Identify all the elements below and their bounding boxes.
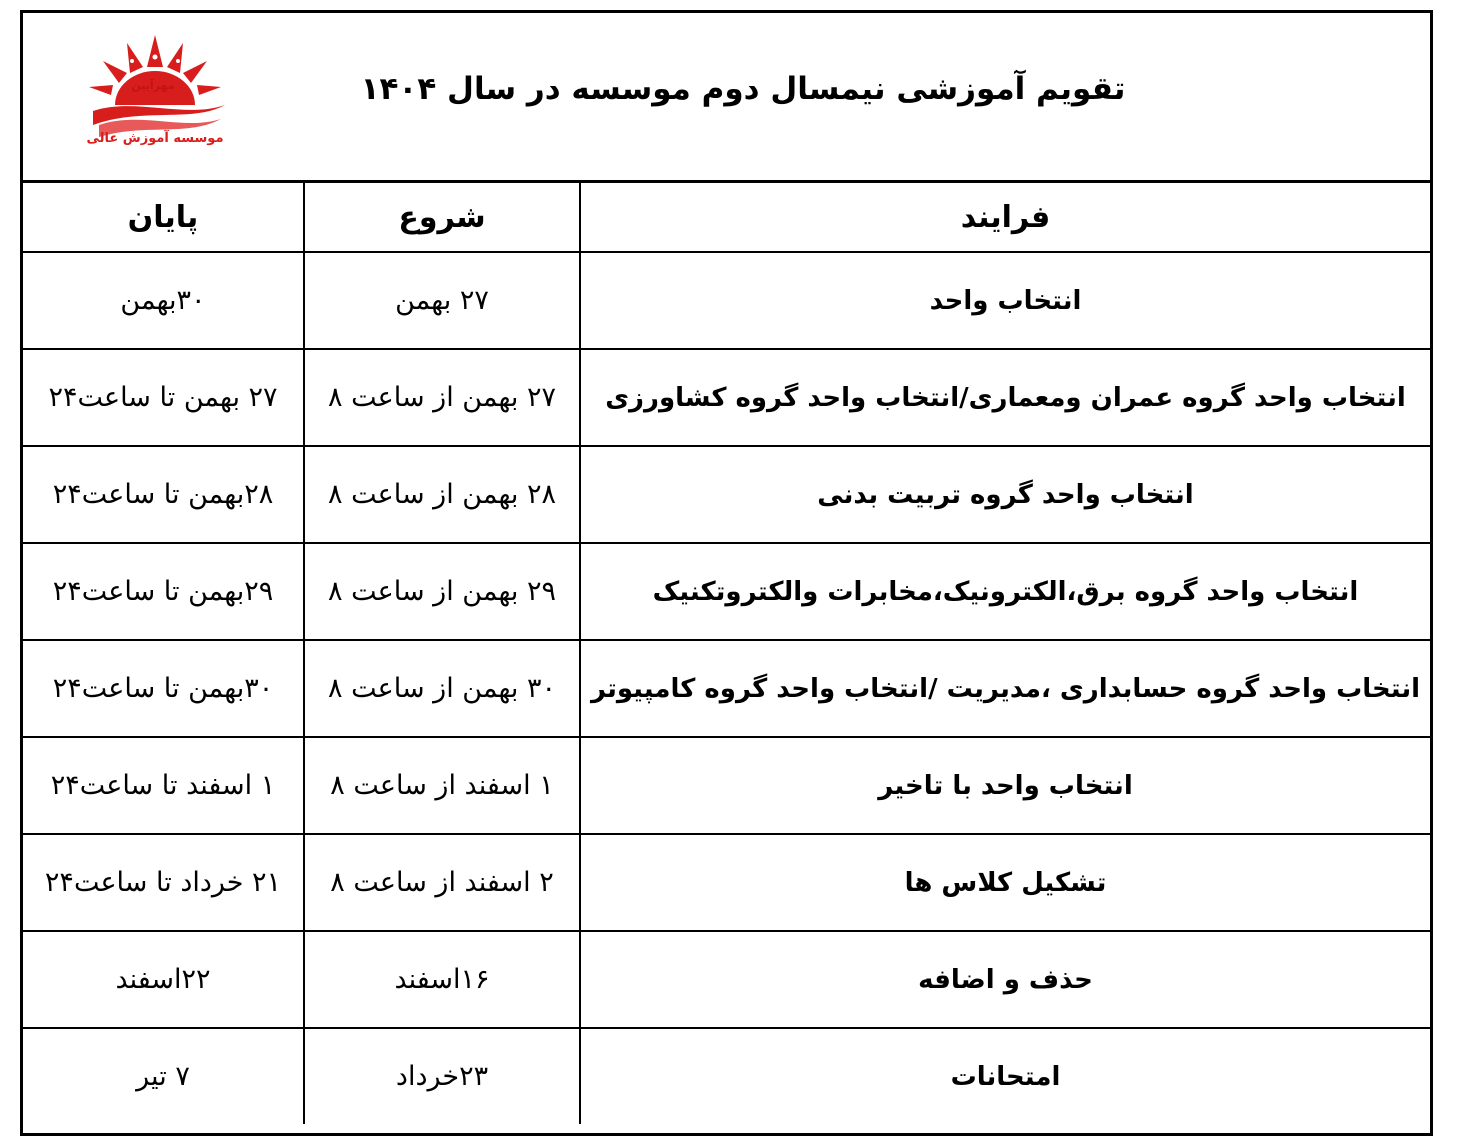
table-row (23, 931, 1430, 1028)
process-cell: انتخاب واحد (580, 252, 1430, 349)
end-cell: ۳۰بهمن (23, 252, 304, 349)
calendar-frame (20, 10, 1433, 1136)
process-cell: انتخاب واحد گروه حسابداری ،مدیریت /انتخاب واحد گروه کامپیوتر (580, 640, 1430, 737)
end-cell: ۷ تیر (23, 1028, 304, 1124)
table-row (23, 737, 1430, 834)
table-row (23, 252, 1430, 349)
calendar-table (23, 183, 1430, 1124)
end-cell: ۲۱ خرداد تا ساعت۲۴ (23, 834, 304, 931)
column-header-process: فرایند (580, 183, 1430, 252)
start-cell: ۳۰ بهمن از ساعت ۸ (304, 640, 580, 737)
end-cell: ۲۷ بهمن تا ساعت۲۴ (23, 349, 304, 446)
start-cell: ۲۳خرداد (304, 1028, 580, 1124)
start-cell: ۱۶اسفند (304, 931, 580, 1028)
column-header-end: پایان (23, 183, 304, 252)
institute-logo-icon (75, 27, 235, 167)
start-cell: ۲ اسفند از ساعت ۸ (304, 834, 580, 931)
table-row (23, 640, 1430, 737)
start-cell: ۲۸ بهمن از ساعت ۸ (304, 446, 580, 543)
end-cell: ۲۲اسفند (23, 931, 304, 1028)
process-cell: انتخاب واحد با تاخیر (580, 737, 1430, 834)
logo-caption: موسسه آموزش عالی (86, 131, 224, 146)
start-cell: ۲۷ بهمن از ساعت ۸ (304, 349, 580, 446)
table-row (23, 349, 1430, 446)
end-cell: ۱ اسفند تا ساعت۲۴ (23, 737, 304, 834)
table-row (23, 834, 1430, 931)
start-cell: ۲۹ بهمن از ساعت ۸ (304, 543, 580, 640)
table-row (23, 1028, 1430, 1124)
start-cell: ۱ اسفند از ساعت ۸ (304, 737, 580, 834)
table-header-row (23, 183, 1430, 252)
process-cell: انتخاب واحد گروه تربیت بدنی (580, 446, 1430, 543)
page-title: تقویم آموزشی نیمسال دوم موسسه در سال ۱۴۰۴ (360, 71, 1126, 107)
table-row (23, 446, 1430, 543)
process-cell: حذف و اضافه (580, 931, 1430, 1028)
process-cell: انتخاب واحد گروه برق،الکترونیک،مخابرات والکتروتکنیک (580, 543, 1430, 640)
start-cell: ۲۷ بهمن (304, 252, 580, 349)
process-cell: انتخاب واحد گروه عمران ومعماری/انتخاب واحد گروه کشاورزی (580, 349, 1430, 446)
process-cell: امتحانات (580, 1028, 1430, 1124)
end-cell: ۳۰بهمن تا ساعت۲۴ (23, 640, 304, 737)
end-cell: ۲۸بهمن تا ساعت۲۴ (23, 446, 304, 543)
column-header-start: شروع (304, 183, 580, 252)
table-row (23, 543, 1430, 640)
end-cell: ۲۹بهمن تا ساعت۲۴ (23, 543, 304, 640)
header (23, 13, 1430, 183)
logo-brand-text: مهرآیین (131, 79, 175, 92)
process-cell: تشکیل کلاس ها (580, 834, 1430, 931)
